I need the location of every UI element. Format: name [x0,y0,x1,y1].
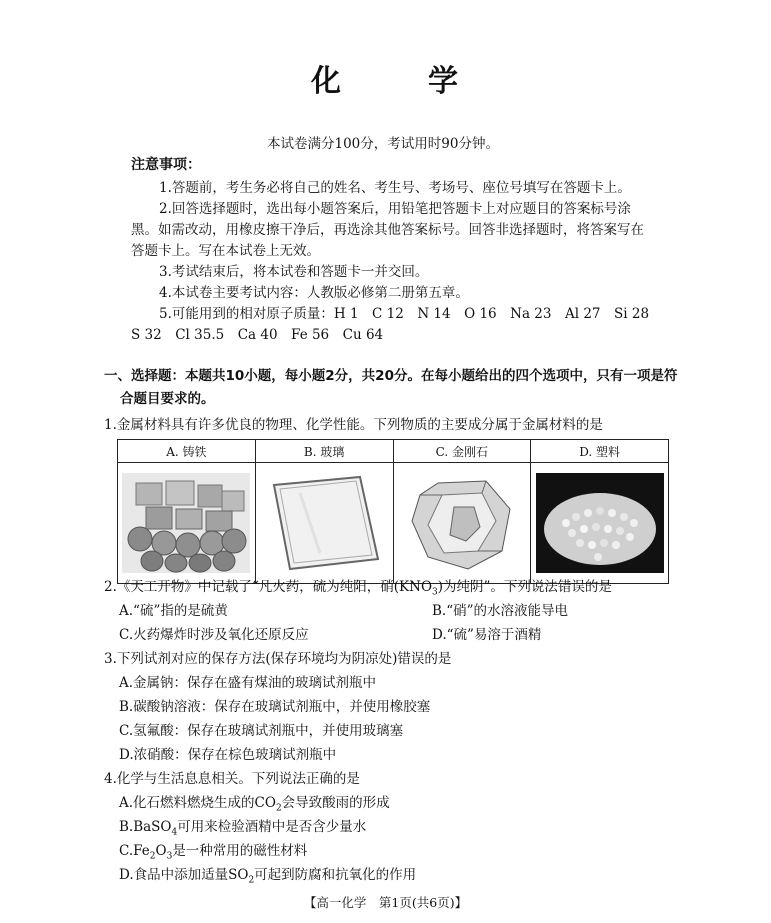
q1-option-d-label: D. 塑料 [531,440,669,463]
q3-option-a: A.金属钠：保存在盛有煤油的玻璃试剂瓶中 [119,675,377,691]
q3-option-c: C.氢氟酸：保存在玻璃试剂瓶中，并使用玻璃塞 [119,723,404,739]
notice-2-cont2: 答题卡上。写在本试卷上无效。 [131,243,320,259]
section-heading: 一、选择题：本题共10小题，每小题2分，共20分。在每小题给出的四个选项中，只有一项是符 [104,368,678,384]
q3-option-b: B.碳酸钠溶液：保存在玻璃试剂瓶中，并使用橡胶塞 [119,699,431,715]
notice-5: 5.可能用到的相对原子质量：H 1 C 12 N 14 O 16 Na 23 Al 27 Si 28 [159,306,650,322]
diamond-image [398,473,526,573]
q2-option-d: D.“硫”易溶于酒精 [432,627,542,643]
q4-option-a: A.化石燃料燃烧生成的$CO_2$会导致酸雨的形成 [119,795,390,814]
notice-2: 2.回答选择题时，选出每小题答案后，用铅笔把答题卡上对应题目的答案标号涂 [159,201,631,217]
notice-title: 注意事项： [131,157,201,173]
q2-stem: 2.《天工开物》中记载了“凡火药，硫为纯阳，硝$(KNO_3)$为纯阴”。下列说法错误的是 [104,579,612,598]
q2-option-a: A.“硫”指的是硫黄 [119,603,228,619]
notice-1: 1.答题前，考生务必将自己的姓名、考生号、考场号、座位号填写在答题卡上。 [159,180,631,196]
q1-option-b-label: B. 玻璃 [255,440,393,463]
notice-3: 3.考试结束后，将本试卷和答题卡一并交回。 [159,264,429,280]
q4-option-b: B.BaSO$_4$可用来检验酒精中是否含少量水 [119,819,367,838]
q1-stem: 1.金属材料具有许多优良的物理、化学性能。下列物质的主要成分属于金属材料的是 [104,417,603,433]
title-char-1: 化 [311,64,344,99]
cast-iron-image [122,473,250,573]
q1-options-table [117,439,669,584]
notice-5-cont: S 32 Cl 35.5 Ca 40 Fe 56 Cu 64 [131,327,384,343]
q3-option-d: D.浓硝酸：保存在棕色玻璃试剂瓶中 [119,747,337,763]
notice-2-cont: 黑。如需改动，用橡皮擦干净后，再选涂其他答案标号。回答非选择题时，将答案写在 [131,222,644,238]
exam-intro: 本试卷满分100分，考试用时90分钟。 [267,136,499,152]
q4-option-c: $C.Fe_2O_3$是一种常用的磁性材料 [119,843,308,862]
page-footer: 【高一化学 第1页(共6页)】 [303,895,468,910]
plastic-image [536,473,664,573]
q2-option-c: C.火药爆炸时涉及氧化还原反应 [119,627,309,643]
title-char-2: 学 [427,64,460,99]
q1-option-a-label: A. 铸铁 [118,440,256,463]
q4-stem: 4.化学与生活息息相关。下列说法正确的是 [104,771,360,787]
q1-option-c-label: C. 金刚石 [393,440,531,463]
section-heading-cont: 合题目要求的。 [120,391,215,407]
q3-stem: 3.下列试剂对应的保存方法(保存环境均为阴凉处)错误的是 [104,651,452,667]
glass-image [260,473,388,573]
notice-4: 4.本试卷主要考试内容：人教版必修第二册第五章。 [159,285,469,301]
page-title [0,56,771,100]
q2-option-b: B.“硝”的水溶液能导电 [432,603,569,619]
q4-option-d: D.食品中添加适量$SO_2$可起到防腐和抗氧化的作用 [119,867,417,886]
